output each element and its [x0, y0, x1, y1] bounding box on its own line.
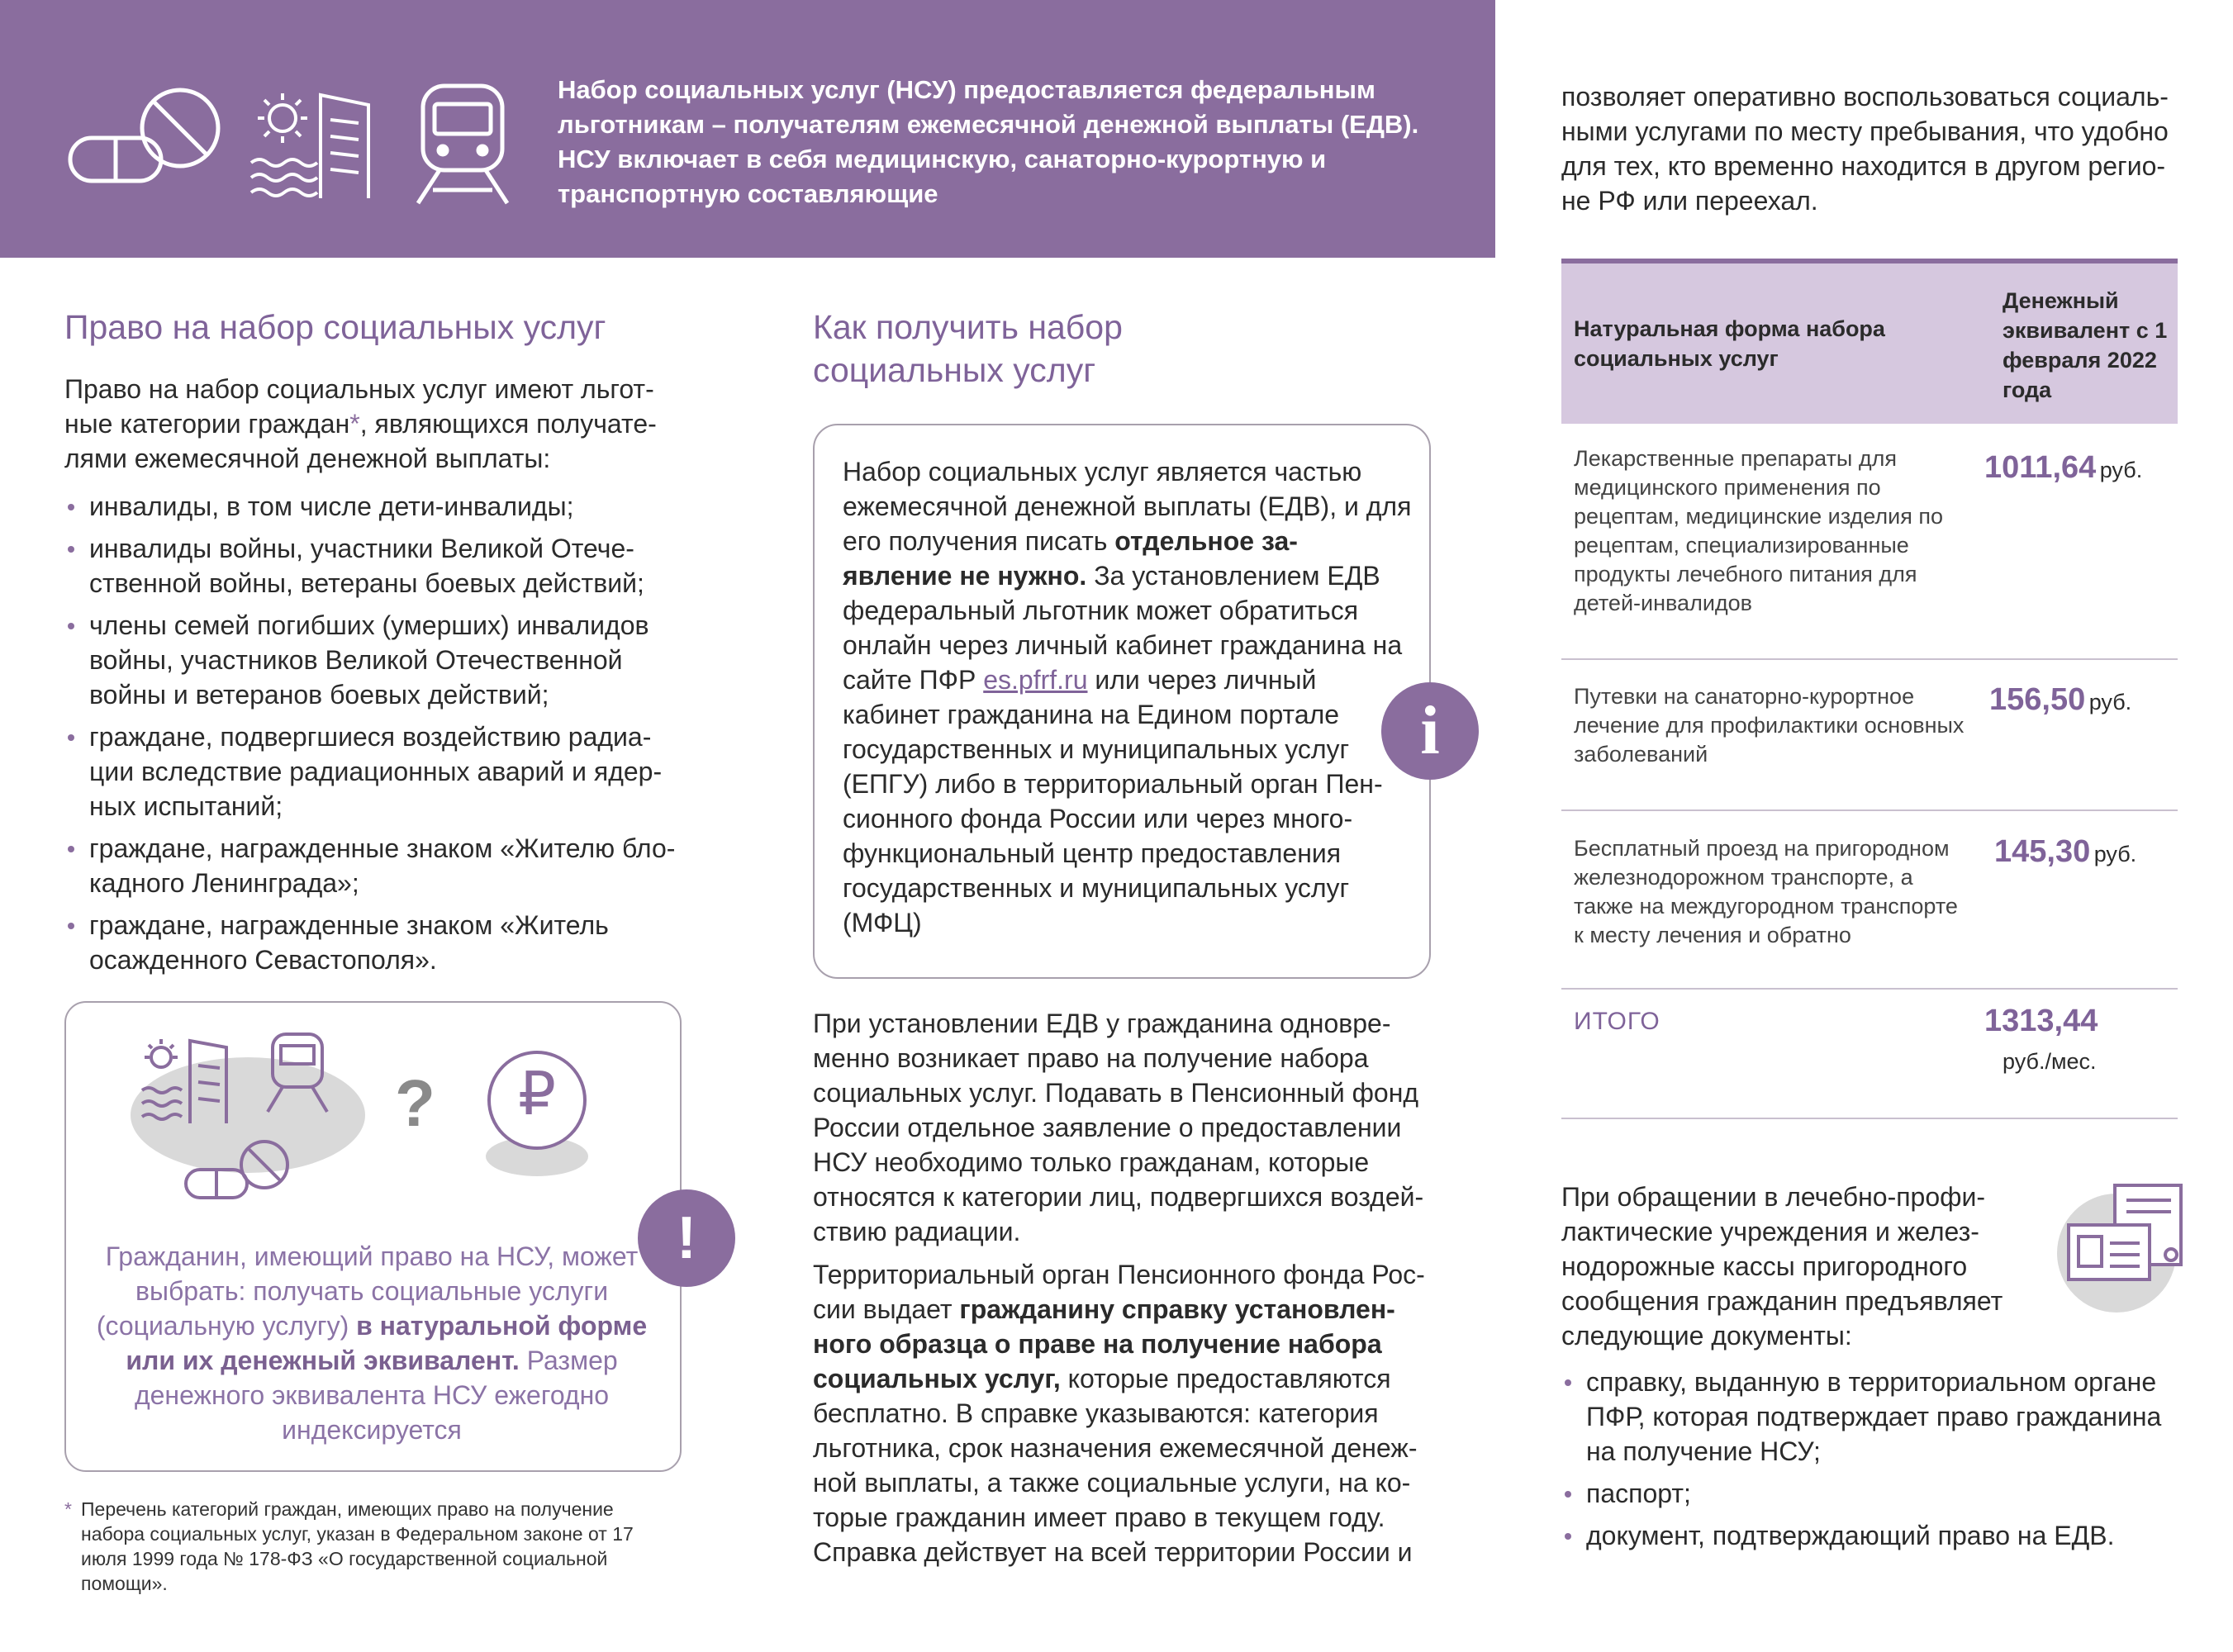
list-item: паспорт; [1561, 1476, 2189, 1511]
list-item: граждане, подвергшиеся воздействию радиа- ции вследствие радиационных аварий и ядер- ных испытаний; [64, 719, 692, 824]
documents-intro: При обращении в лечебно-профи- лактические учреждения и желез- нодорожные кассы пригородного сообщения гражданин предъявляет следующие документы: [1561, 1182, 2003, 1351]
right-to-nsu-title: Право на набор социальных услуг [64, 308, 606, 346]
train-icon [413, 83, 512, 206]
pills-icon [66, 87, 223, 202]
table-header-service: Натуральная форма набора социальных услуг [1574, 316, 1885, 371]
table-divider [1561, 658, 2178, 660]
table-divider [1561, 809, 2178, 811]
resort-train-pills-illustration [124, 1032, 372, 1214]
list-item: справку, выданную в территориальном органе ПФР, которая подтверждает право гражданина на получение НСУ; [1561, 1365, 2189, 1469]
beneficiary-list [64, 489, 692, 985]
table-header-amount: Денежный эквивалент с 1 февраля 2022 года [2003, 288, 2168, 402]
table-total-label: ИТОГО [1574, 1008, 1660, 1035]
pfr-site-link[interactable]: es.pfrf.ru [983, 665, 1088, 695]
list-item: документ, подтверждающий право на ЕДВ. [1561, 1518, 2189, 1553]
table-row-amount: 156,50 руб. [1989, 682, 2132, 717]
resort-sun-waves-icon [248, 87, 372, 202]
documents-list [1561, 1365, 2189, 1560]
table-total-amount: 1313,44 [1984, 1004, 2098, 1038]
list-item: граждане, награжденные знаком «Жителю бло- кадного Ленинграда»; [64, 831, 692, 900]
exclamation-badge: ! [638, 1189, 735, 1287]
info-badge: i [1381, 682, 1479, 780]
table-divider [1561, 1118, 2178, 1119]
how-to-get-title: Как получить набор социальных услуг [813, 308, 1123, 389]
table-row-service: Бесплатный проезд на пригородном железнодорожном транспорте, а также на междугородном транспорте к месту лечения и обратно [1574, 836, 1958, 947]
right-to-nsu-intro: Право на набор социальных услуг имеют льгот- ные категории граждан*, являющихся получате- лями ежемесячной денежной выплаты: [64, 374, 657, 473]
banner-intro-text: Набор социальных услуг (НСУ) предоставляется федеральным льготникам – получателям ежемесячной денежной выплаты (ЕДВ). НСУ включает в себя медицинскую, санаторно-курортную и транспортную составляющие [558, 75, 1419, 208]
ruble-sign: ₽ [518, 1061, 556, 1127]
intro-continuation-text: позволяет оперативно воспользоваться социаль- ными услугами по месту пребывания, что удобно для тех, кто временно находится в другом регио- не РФ или переехал. [1561, 82, 2169, 216]
documents-icon [2057, 1177, 2189, 1317]
choice-box-text: Гражданин, имеющий право на НСУ, может выбрать: получать социальные услуги (социальную услугу) в натуральной форме или их денежный эквивалент. Размер денежного эквивалента НСУ ежегодно индексируется [96, 1241, 648, 1445]
table-divider [1561, 988, 2178, 990]
footnote: * Перечень категорий граждан, имеющих право на получение набора социальных услуг, указан в Федеральном законе от 17 июля 1999 года № 178-ФЗ «О государственной социальной помощи». [64, 1498, 634, 1594]
table-total-unit: руб./мес. [2003, 1049, 2097, 1074]
asterisk-mark: * [349, 409, 360, 439]
certificate-paragraph: Территориальный орган Пенсионного фонда Рос- сии выдает гражданину справку установлен- ного образца о праве на получение набора социальных услуг, которые предоставляются бесплатно. В справке указываются: категория льготника, срок назначения ежемесячной денеж- ной выплаты, а также социальные услуги, на ко- торые гражданин имеет право в текущем году. Справка действует на всей территории России и [813, 1260, 1425, 1567]
list-item: инвалиды войны, участники Великой Отече- ственной войны, ветераны боевых действий; [64, 531, 692, 601]
list-item: члены семей погибших (умерших) инвалидов войны, участников Великой Отечественной войны и ветеранов боевых действий; [64, 608, 692, 712]
question-mark: ? [395, 1066, 435, 1140]
table-row-amount: 145,30 руб. [1994, 834, 2137, 869]
table-row-amount: 1011,64 руб. [1984, 450, 2143, 485]
list-item: граждане, награжденные знаком «Житель осажденного Севастополя». [64, 908, 692, 977]
list-item: инвалиды, в том числе дети-инвалиды; [64, 489, 692, 524]
edv-right-paragraph: При установлении ЕДВ у гражданина одновре- менно возникает право на получение набора социальных услуг. Подавать в Пенсионный фонд России отдельное заявление о предоставлении НСУ необходимо только гражданам, которые относятся к категории лиц, подвергшихся воздей- ствию радиации. [813, 1009, 1424, 1246]
table-row-service: Путевки на санаторно-курортное лечение для профилактики основных заболеваний [1574, 684, 1965, 767]
info-box-text: Набор социальных услуг является частью ежемесячной денежной выплаты (ЕДВ), и для его получения писать отдельное за- явление не нужно. За установлением ЕДВ федеральный льготник может обратиться онлайн через личный кабинет гражданина на сайте ПФР es.pfrf.ru или через личный кабинет гражданина на Едином портале государственных и муниципальных услуг (ЕПГУ) либо в территориальный орган Пен- сионного фонда России или через много- функциональный центр предоставления государственных и муниципальных услуг (МФЦ) [843, 457, 1412, 938]
table-row-service: Лекарственные препараты для медицинского применения по рецептам, медицинские изделия по рецептам, специализированные продукты лечебного питания для детей-инвалидов [1574, 446, 1944, 615]
